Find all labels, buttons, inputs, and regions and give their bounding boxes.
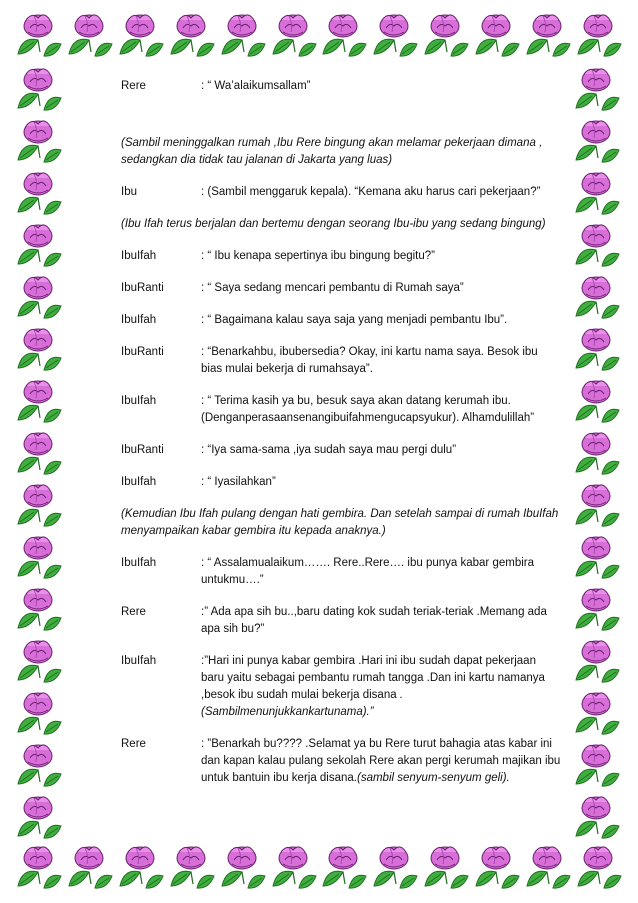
pink-flower-icon	[14, 10, 64, 58]
pink-flower-icon	[572, 688, 622, 736]
pink-flower-icon	[14, 64, 64, 112]
pink-flower-icon	[14, 428, 64, 476]
dialogue-line	[121, 344, 561, 378]
pink-flower-icon	[572, 376, 622, 424]
spoken-line: : (Sambil menggaruk kepala). “Kemana aku harus cari pekerjaan?”	[201, 186, 541, 198]
pink-flower-icon	[65, 842, 115, 890]
pink-flower-icon	[572, 116, 622, 164]
speaker-name: Rere	[121, 606, 146, 618]
speaker-name: Ibu	[121, 186, 137, 198]
pink-flower-icon	[218, 842, 268, 890]
spoken-line: : “Benarkahbu, ibubersedia? Okay, ini kartu nama saya. Besok ibu bias mulai bekerja di rumahsaya”.	[201, 346, 538, 375]
flower-border-bottom	[14, 842, 624, 894]
pink-flower-icon	[269, 10, 319, 58]
stage-direction: (Kemudian Ibu Ifah pulang dengan hati gembira. Dan setelah sampai di rumah IbuIfah menyampaikan kabar gembira itu kepada anaknya.)	[121, 508, 559, 537]
dialogue-line	[121, 393, 561, 427]
spoken-line: : “ Wa’alaikumsallam”	[201, 80, 311, 92]
flower-border-top	[14, 10, 624, 62]
pink-flower-icon	[574, 10, 624, 58]
dialogue-line	[121, 248, 561, 265]
speaker-name: IbuRanti	[121, 444, 164, 456]
spoken-line: :” Ada apa sih bu..,baru dating kok sudah teriak-teriak .Memang ada apa sih bu?”	[201, 606, 547, 635]
dialogue-line	[121, 604, 561, 638]
pink-flower-icon	[523, 10, 573, 58]
dialogue-line	[121, 280, 561, 297]
pink-flower-icon	[572, 532, 622, 580]
pink-flower-icon	[319, 842, 369, 890]
pink-flower-icon	[572, 428, 622, 476]
pink-flower-icon	[14, 376, 64, 424]
spoken-line: : ”Benarkah bu???? .Selamat ya bu Rere turut bahagia atas kabar ini dan kapan kalau pulang sekolah Rere akan pergi kerumah majikan ibu untuk bantuin ibu kerja disana.	[201, 738, 561, 784]
pink-flower-icon	[523, 842, 573, 890]
script-dialogue	[121, 78, 561, 802]
pink-flower-icon	[65, 10, 115, 58]
stage-direction: (Sambil meninggalkan rumah ,Ibu Rere bingung akan melamar pekerjaan dimana , sedangkan dia tidak tau jalanan di Jakarta yang luas)	[121, 137, 543, 166]
pink-flower-icon	[472, 842, 522, 890]
pink-flower-icon	[472, 10, 522, 58]
speaker-name: IbuIfah	[121, 314, 157, 326]
stage-direction-inline: .(Sambilmenunjukkankartunama).”	[201, 689, 404, 718]
pink-flower-icon	[269, 842, 319, 890]
pink-flower-icon	[572, 636, 622, 684]
flower-border-right	[572, 62, 624, 842]
pink-flower-icon	[14, 480, 64, 528]
dialogue-line	[121, 78, 561, 95]
spoken-line: : “Iya sama-sama ,iya sudah saya mau pergi dulu”	[201, 444, 457, 456]
stage-direction-inline: (sambil senyum-senyum geli).	[357, 772, 510, 784]
pink-flower-icon	[572, 324, 622, 372]
dialogue-line	[121, 555, 561, 589]
dialogue-line	[121, 653, 561, 721]
pink-flower-icon	[421, 842, 471, 890]
spoken-line: : “ Ibu kenapa sepertinya ibu bingung begitu?”	[201, 250, 435, 262]
pink-flower-icon	[319, 10, 369, 58]
spoken-line: : “ Iyasilahkan”	[201, 476, 276, 488]
pink-flower-icon	[370, 10, 420, 58]
pink-flower-icon	[167, 10, 217, 58]
pink-flower-icon	[14, 272, 64, 320]
flower-border-left	[14, 62, 66, 842]
pink-flower-icon	[572, 584, 622, 632]
pink-flower-icon	[421, 10, 471, 58]
pink-flower-icon	[116, 10, 166, 58]
pink-flower-icon	[14, 842, 64, 890]
dialogue-line	[121, 312, 561, 329]
pink-flower-icon	[14, 532, 64, 580]
spoken-line-group	[201, 736, 561, 787]
speaker-name: Rere	[121, 80, 146, 92]
stage-direction: (Ibu Ifah terus berjalan dan bertemu dengan seorang Ibu-ibu yang sedang bingung)	[121, 218, 546, 230]
speaker-name: IbuIfah	[121, 250, 157, 262]
dialogue-line	[121, 474, 561, 491]
pink-flower-icon	[167, 842, 217, 890]
pink-flower-icon	[370, 842, 420, 890]
spoken-line: :”Hari ini punya kabar gembira .Hari ini ibu sudah dapat pekerjaan baru yaitu sebagai pembantu rumah tangga .Dan ini kartu namanya ,besok ibu sudah mulai bekerja disana	[201, 655, 545, 701]
spoken-line: : “ Bagaimana kalau saya saja yang menjadi pembantu Ibu”.	[201, 314, 508, 326]
pink-flower-icon	[572, 792, 622, 840]
spoken-line: : “ Terima kasih ya bu, besuk saya akan datang kerumah ibu. (Denganperasaansenangibuifahmengucapsyukur). Alhamdulillah”	[201, 395, 535, 424]
blank-space	[121, 110, 561, 135]
pink-flower-icon	[14, 688, 64, 736]
pink-flower-icon	[14, 740, 64, 788]
speaker-name: IbuRanti	[121, 282, 164, 294]
pink-flower-icon	[14, 116, 64, 164]
pink-flower-icon	[218, 10, 268, 58]
pink-flower-icon	[14, 168, 64, 216]
pink-flower-icon	[572, 480, 622, 528]
pink-flower-icon	[14, 324, 64, 372]
speaker-name: IbuIfah	[121, 557, 157, 569]
speaker-name: IbuIfah	[121, 476, 157, 488]
pink-flower-icon	[572, 740, 622, 788]
spoken-line-group	[201, 653, 561, 721]
pink-flower-icon	[574, 842, 624, 890]
pink-flower-icon	[14, 220, 64, 268]
pink-flower-icon	[14, 792, 64, 840]
spoken-line: : “ Assalamualaikum……. Rere..Rere…. ibu punya kabar gembira untukmu….”	[201, 557, 535, 586]
pink-flower-icon	[572, 64, 622, 112]
spoken-line: : “ Saya sedang mencari pembantu di Rumah saya”	[201, 282, 464, 294]
pink-flower-icon	[572, 272, 622, 320]
pink-flower-icon	[14, 584, 64, 632]
dialogue-line	[121, 442, 561, 459]
speaker-name: IbuRanti	[121, 346, 164, 358]
speaker-name: IbuIfah	[121, 395, 157, 407]
dialogue-line	[121, 184, 561, 201]
dialogue-line	[121, 736, 561, 787]
pink-flower-icon	[572, 168, 622, 216]
pink-flower-icon	[14, 636, 64, 684]
pink-flower-icon	[572, 220, 622, 268]
pink-flower-icon	[116, 842, 166, 890]
speaker-name: Rere	[121, 738, 146, 750]
speaker-name: IbuIfah	[121, 655, 157, 667]
